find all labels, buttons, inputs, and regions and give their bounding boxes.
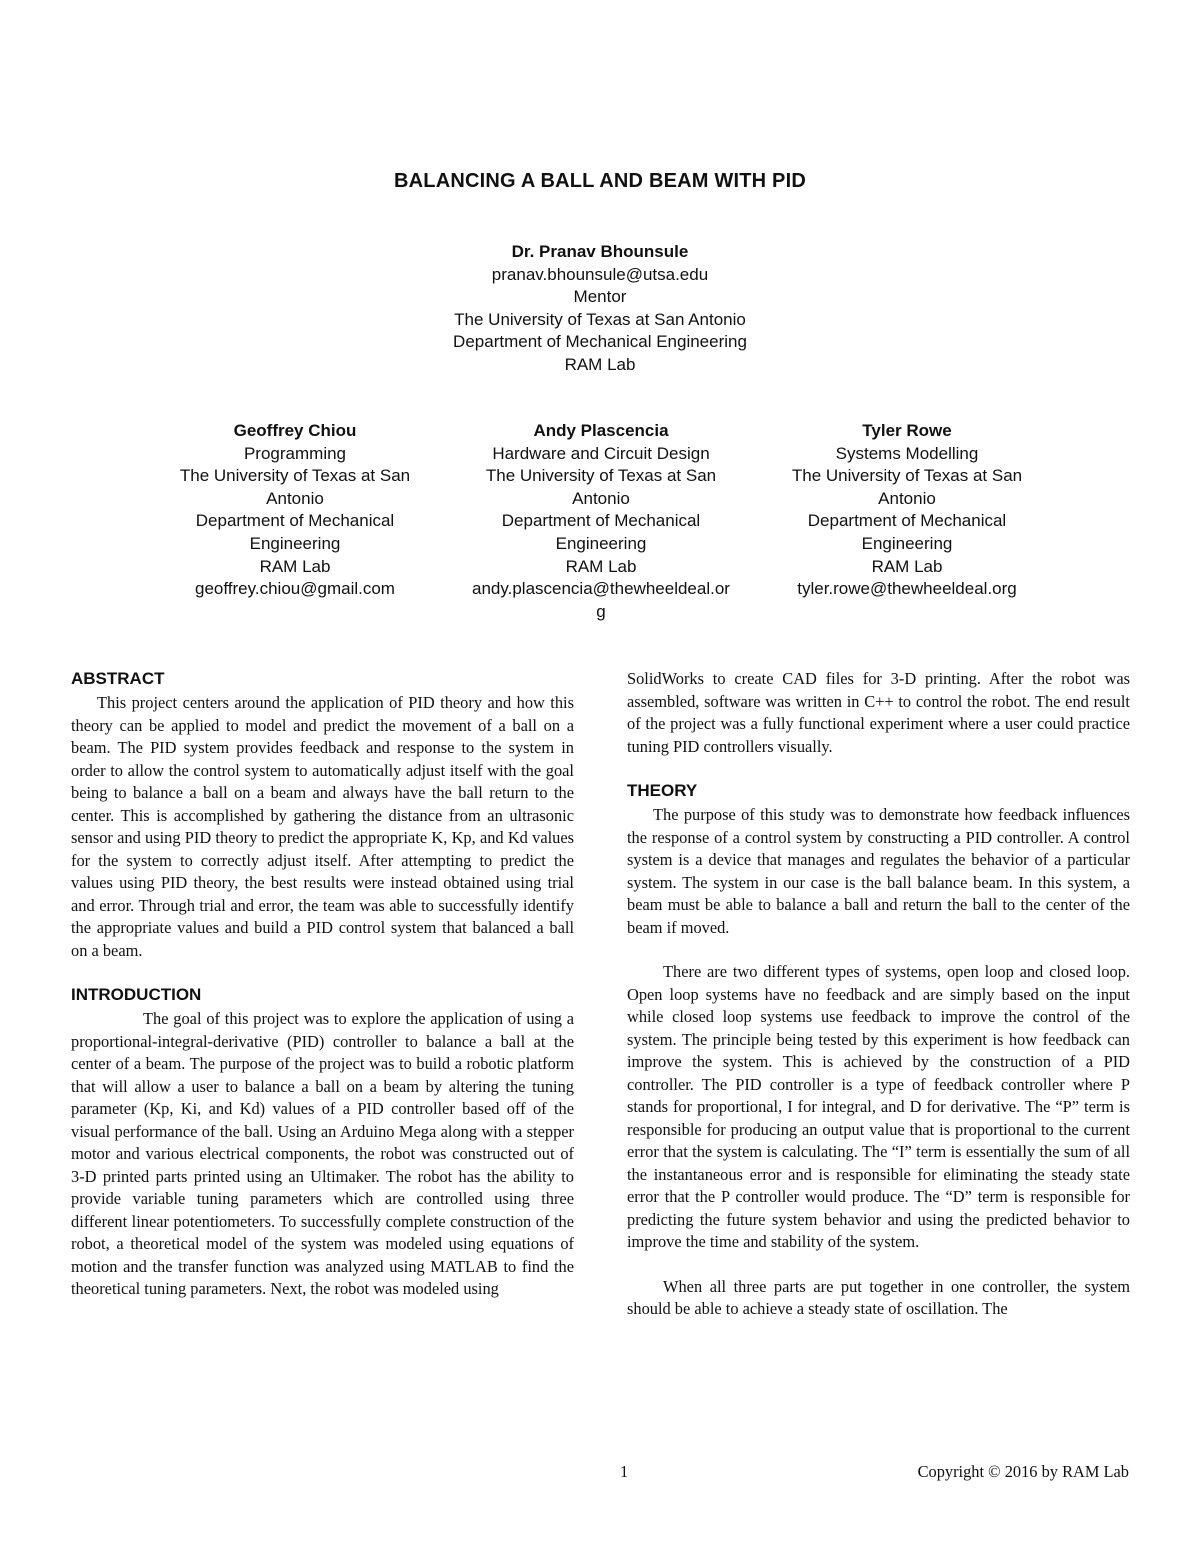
author-block	[150, 420, 440, 601]
author-email: tyler.rowe@thewheeldeal.org	[797, 579, 1017, 599]
author-email: geoffrey.chiou@gmail.com	[195, 579, 395, 599]
mentor-lab: RAM Lab	[564, 354, 636, 374]
author-name: Geoffrey Chiou	[233, 421, 357, 440]
author-department: Department of Mechanical Engineering	[501, 511, 701, 553]
author-block	[762, 420, 1052, 601]
mentor-email: pranav.bhounsule@utsa.edu	[491, 264, 709, 284]
paper-title: BALANCING A BALL AND BEAM WITH PID	[394, 170, 806, 192]
mentor-university: The University of Texas at San Antonio	[454, 309, 746, 329]
author-name: Tyler Rowe	[862, 421, 952, 440]
abstract-heading: ABSTRACT	[71, 669, 165, 688]
theory-paragraph: The purpose of this study was to demonstrate how feedback influences the response of a control system by constructing a PID controller. A control system is a device that manages and regulates the behavior of a particular system. The system in our case is the ball balance beam. In this system, a beam must be able to balance a ball and return the ball to the center of the beam if moved.	[627, 805, 1130, 937]
left-column	[71, 668, 574, 1301]
mentor-department: Department of Mechanical Engineering	[453, 332, 747, 352]
author-role: Hardware and Circuit Design	[492, 443, 710, 463]
author-block	[456, 420, 746, 623]
mentor-role: Mentor	[573, 287, 627, 307]
author-name: Andy Plascencia	[533, 421, 669, 440]
mentor-block	[0, 241, 1200, 377]
right-column	[627, 668, 1130, 1321]
introduction-heading: INTRODUCTION	[71, 985, 202, 1004]
abstract-text: This project centers around the application of PID theory and how this theory can be applied to model and predict the movement of a ball on a beam. The PID system provides feedback and response to the system in order to allow the control system to automatically adjust itself with the goal being to balance a ball on a beam and always have the ball return to the center. This is accomplished by gathering the distance from an ultrasonic sensor and using PID theory to predict the appropriate K, Kp, and Kd values for the system to correctly adjust itself. After attempting to predict the values using PID theory, the best results were instead obtained using trial and error. Through trial and error, the team was able to successfully identify the appropriate values and build a PID control system that balanced a ball on a beam.	[71, 693, 574, 960]
author-lab: RAM Lab	[259, 556, 331, 576]
theory-heading: THEORY	[627, 781, 698, 800]
copyright-notice: Copyright © 2016 by RAM Lab	[917, 1462, 1129, 1481]
author-university: The University of Texas at San Antonio	[179, 466, 411, 508]
introduction-text: The goal of this project was to explore the application of using a proportional-integral-derivative (PID) controller to balance a ball at the center of a beam. The purpose of the project was to build a robotic platform that will allow a user to balance a ball on a beam by altering the tuning parameter (Kp, Ki, and Kd) values of a PID controller based off of the visual performance of the ball. Using an Arduino Mega along with a stepper motor and various electrical components, the robot was constructed out of 3-D printed parts printed using an Ultimaker. The robot has the ability to provide variable tuning parameters which are controlled using three different linear potentiometers. To successfully complete construction of the robot, a theoretical model of the system was modeled using equations of motion and the transfer function was analyzed using MATLAB to find the theoretical tuning parameters. Next, the robot was modeled using	[71, 1009, 574, 1298]
author-email: andy.plascencia@thewheeldeal.org	[472, 579, 730, 621]
author-role: Systems Modelling	[835, 443, 979, 463]
mentor-name: Dr. Pranav Bhounsule	[511, 242, 689, 261]
page-number: 1	[620, 1462, 629, 1481]
author-role: Programming	[243, 443, 347, 463]
author-department: Department of Mechanical Engineering	[807, 511, 1007, 553]
introduction-continuation: SolidWorks to create CAD files for 3-D printing. After the robot was assembled, software was written in C++ to control the robot. The end result of the project was a fully functional experiment where a user could practice tuning PID controllers visually.	[627, 669, 1130, 756]
theory-paragraph: There are two different types of systems, open loop and closed loop. Open loop systems have no feedback and are simply based on the input while closed loop systems use feedback to improve the control of the system. The principle being tested by this experiment is how feedback can improve the system. This is achieved by the construction of a PID controller. The PID controller is a type of feedback controller where P stands for proportional, I for integral, and D for derivative. The “P” term is responsible for producing an output value that is proportional to the current error that the system is calculating. The “I” term is essentially the sum of all the instantaneous error and is responsible for eliminating the steady state error that the P controller would produce. The “D” term is responsible for predicting the future system behavior and using the predicted behavior to improve the time and stability of the system.	[627, 962, 1130, 1251]
author-department: Department of Mechanical Engineering	[195, 511, 395, 553]
author-university: The University of Texas at San Antonio	[791, 466, 1023, 508]
author-lab: RAM Lab	[565, 556, 637, 576]
author-lab: RAM Lab	[871, 556, 943, 576]
theory-paragraph: When all three parts are put together in one controller, the system should be able to achieve a steady state of oscillation. The	[627, 1276, 1130, 1318]
author-university: The University of Texas at San Antonio	[485, 466, 717, 508]
